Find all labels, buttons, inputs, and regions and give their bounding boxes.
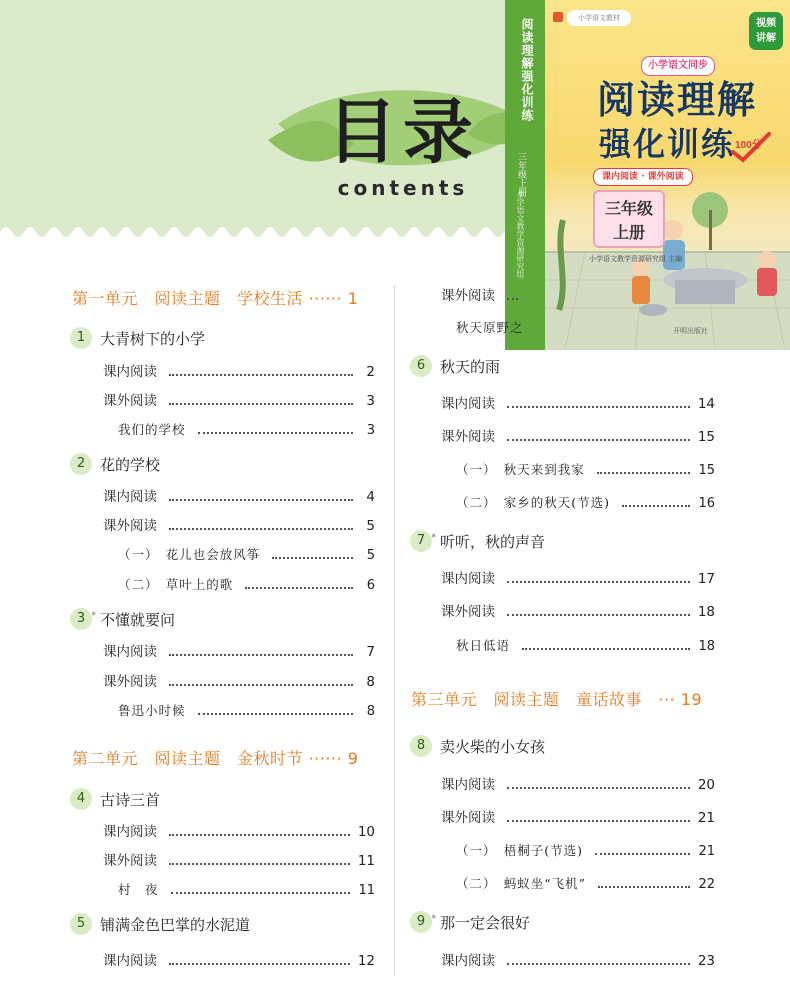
entry-label: 课内阅读 xyxy=(103,953,157,969)
leader-dots xyxy=(169,963,350,965)
toc-entry[interactable] xyxy=(118,420,375,438)
spine-title: 阅读理解强化训练 xyxy=(520,18,534,122)
leader-dots xyxy=(169,834,350,836)
spine-grade: 三年级上册 xyxy=(516,152,526,197)
toc-entry[interactable] xyxy=(456,318,526,336)
lesson-number: 3 xyxy=(76,611,86,626)
grade-box xyxy=(593,190,665,248)
lesson-number-badge xyxy=(70,788,92,810)
lesson-number: 1 xyxy=(76,330,86,345)
unit-heading-1[interactable]: 第一单元 阅读主题 学校生活 ······ 1 xyxy=(72,289,359,308)
lesson-number-badge xyxy=(70,608,96,630)
lesson-6[interactable] xyxy=(410,353,500,379)
lesson-4[interactable] xyxy=(70,786,160,812)
entry-label: 鲁迅小时候 xyxy=(118,703,186,718)
leader-dots xyxy=(198,713,353,715)
page-number: 20 xyxy=(697,777,715,793)
leader-dots xyxy=(169,684,353,686)
page-number: 7 xyxy=(366,644,375,660)
leader-dots xyxy=(598,886,690,888)
page-number: 16 xyxy=(698,496,715,511)
lesson-number: 4 xyxy=(76,791,86,806)
toc-entry[interactable] xyxy=(118,545,375,563)
page-number: 23 xyxy=(697,953,715,969)
page-number: 4 xyxy=(366,489,375,505)
page-number: 21 xyxy=(698,844,715,859)
entry-label: （一） 花儿也会放风筝 xyxy=(118,547,261,562)
page-number: 11 xyxy=(358,883,375,898)
volume-label: 上册 xyxy=(612,223,645,242)
page-number: 12 xyxy=(357,953,375,969)
toc-entry[interactable] xyxy=(118,880,375,898)
lesson-number-badge xyxy=(410,355,432,377)
lesson-title: 听听，秋的声音 xyxy=(440,532,546,551)
publisher-logo-icon xyxy=(553,12,563,22)
entry-label: 课内阅读 xyxy=(441,953,495,969)
page-number: 8 xyxy=(366,674,375,690)
leader-dots xyxy=(169,654,353,656)
leader-dots xyxy=(169,863,350,865)
page-number: 11 xyxy=(357,853,375,869)
toc-entry[interactable] xyxy=(441,951,715,969)
lesson-title: 铺满金色巴掌的水泥道 xyxy=(100,915,251,934)
lesson-number: 5 xyxy=(76,916,86,931)
entry-label: 课外阅读 xyxy=(441,810,495,826)
entry-label: 课外阅读 xyxy=(103,853,157,869)
page-number: 3 xyxy=(366,393,375,409)
leader-dots xyxy=(169,499,353,501)
leader-dots xyxy=(507,581,690,583)
entry-label: 我们的学校 xyxy=(118,422,186,437)
toc-entry[interactable] xyxy=(441,602,715,620)
leader-dots xyxy=(507,963,690,965)
lesson-7[interactable] xyxy=(410,528,545,554)
page-number: 21 xyxy=(697,810,715,826)
toc-entry[interactable] xyxy=(103,951,375,969)
toc-entry[interactable] xyxy=(441,775,715,793)
toc-entry[interactable] xyxy=(118,701,375,719)
cover-illustration xyxy=(545,190,790,350)
lesson-5[interactable] xyxy=(70,911,250,937)
lesson-number: 7 xyxy=(416,533,426,548)
toc-entry[interactable] xyxy=(103,642,375,660)
book-cover xyxy=(505,0,790,355)
lesson-number-badge xyxy=(410,735,432,757)
entry-label: 秋日低语 xyxy=(456,638,511,653)
entry-label: 课内阅读 xyxy=(441,777,495,793)
page-number: 6 xyxy=(366,578,375,593)
toc-entry[interactable] xyxy=(103,487,375,505)
toc-entry[interactable] xyxy=(456,460,715,478)
spine-publisher: 小学语文教学资源研究组 xyxy=(516,190,525,278)
leader-dots xyxy=(171,892,351,894)
entry-label: 课外阅读 xyxy=(103,674,157,690)
lesson-title: 那一定会很好 xyxy=(440,913,531,932)
lesson-number-badge xyxy=(70,453,92,475)
lesson-number-badge xyxy=(70,913,92,935)
toc-entry[interactable] xyxy=(103,516,375,534)
lesson-title: 古诗三首 xyxy=(100,790,161,809)
entry-label: 课内阅读 xyxy=(103,489,157,505)
publisher-line: 开明出版社 xyxy=(673,327,708,335)
toc-entry[interactable] xyxy=(103,362,375,380)
entry-label: 课外阅读 xyxy=(103,393,157,409)
lesson-9[interactable] xyxy=(410,909,530,935)
toc-entry[interactable] xyxy=(441,286,526,304)
lesson-number: 8 xyxy=(416,738,426,753)
entry-label: （二） 蚂蚁坐“飞机” xyxy=(456,876,587,891)
video-badge-label: 视频 讲解 xyxy=(756,18,776,44)
grade-label: 三年级 xyxy=(604,199,653,218)
page-number: 3 xyxy=(366,423,375,438)
top-badge: 小学语文教材 xyxy=(567,10,631,26)
entry-label: 课内阅读 xyxy=(103,644,157,660)
book-front xyxy=(545,0,790,350)
toc-entry[interactable] xyxy=(441,808,715,826)
entry-label: 课外阅读 xyxy=(103,518,157,534)
toc-entry[interactable] xyxy=(456,874,715,892)
series-tag: 小学语文同步 xyxy=(641,56,715,76)
entry-label: （二） 草叶上的歌 xyxy=(118,577,234,592)
cover-tags: 课内阅读 · 课外阅读 xyxy=(593,168,693,186)
leader-dots xyxy=(507,820,690,822)
leader-dots xyxy=(595,853,690,855)
leader-dots xyxy=(169,528,353,530)
page-number: 18 xyxy=(698,639,715,654)
lesson-title: 大青树下的小学 xyxy=(100,329,206,348)
entry-label: 课内阅读 xyxy=(103,364,157,380)
entry-label: 村 夜 xyxy=(118,882,159,897)
toc-entry[interactable] xyxy=(103,391,375,409)
lesson-number-badge xyxy=(410,530,436,552)
star-mark: * xyxy=(431,914,436,924)
leader-dots xyxy=(507,298,518,300)
lesson-3[interactable] xyxy=(70,606,175,632)
page-number: 2 xyxy=(366,364,375,380)
entry-label: 课外阅读 xyxy=(441,429,495,445)
lesson-title: 不懂就要问 xyxy=(100,610,176,629)
leader-dots xyxy=(245,587,353,589)
lesson-number: 2 xyxy=(76,456,86,471)
leader-dots xyxy=(522,648,690,650)
lesson-number-badge xyxy=(70,327,92,349)
entry-label: 课内阅读 xyxy=(441,571,495,587)
unit-heading-2[interactable]: 第二单元 阅读主题 金秋时节 ······ 9 xyxy=(72,749,359,768)
leader-dots xyxy=(597,472,691,474)
entry-label: 课外阅读 xyxy=(441,604,495,620)
lesson-number: 6 xyxy=(416,358,426,373)
page-number: 15 xyxy=(697,429,715,445)
entry-label: 秋天原野之 xyxy=(456,320,524,335)
page-number: 5 xyxy=(366,548,375,563)
star-mark: * xyxy=(91,611,96,621)
unit-heading-3[interactable]: 第三单元 阅读主题 童话故事 ··· 19 xyxy=(411,690,703,709)
star-mark: * xyxy=(431,533,436,543)
toc-entry[interactable] xyxy=(103,672,375,690)
video-badge xyxy=(749,12,783,50)
lesson-number-badge xyxy=(410,911,436,933)
toc-entry[interactable] xyxy=(441,394,715,412)
leader-dots xyxy=(169,374,353,376)
toc-entry[interactable] xyxy=(118,575,375,593)
lesson-title: 秋天的雨 xyxy=(440,357,501,376)
column-divider xyxy=(394,286,395,976)
page-number: 14 xyxy=(697,396,715,412)
entry-label: （二） 家乡的秋天(节选) xyxy=(456,495,611,510)
page-number: 17 xyxy=(697,571,715,587)
leader-dots xyxy=(507,614,690,616)
editor-line: 小学语文教学资源研究组 主编 xyxy=(589,255,683,263)
toc-entry[interactable] xyxy=(103,822,375,840)
lesson-number: 9 xyxy=(416,914,426,929)
page-number: 18 xyxy=(697,604,715,620)
page-subtitle: contents xyxy=(337,176,469,200)
leader-dots xyxy=(507,406,690,408)
leader-dots xyxy=(507,439,690,441)
page-number: 10 xyxy=(357,824,375,840)
entry-label: 课内阅读 xyxy=(441,396,495,412)
score-text: 100分 xyxy=(735,140,762,151)
page-number: 8 xyxy=(366,704,375,719)
leader-dots xyxy=(622,505,690,507)
lesson-1[interactable] xyxy=(70,325,205,351)
leader-dots xyxy=(198,432,353,434)
toc-entry[interactable] xyxy=(441,427,715,445)
entry-label: （一） 秋天来到我家 xyxy=(456,462,585,477)
toc-entry[interactable] xyxy=(456,841,715,859)
leader-dots xyxy=(272,557,353,559)
entry-label: 课内阅读 xyxy=(103,824,157,840)
entry-label: （一） 梧桐子(节选) xyxy=(456,843,584,858)
toc-entry[interactable] xyxy=(441,569,715,587)
leader-dots xyxy=(507,787,690,789)
page-number: 5 xyxy=(366,518,375,534)
lesson-8[interactable] xyxy=(410,733,545,759)
lesson-title: 花的学校 xyxy=(100,455,161,474)
toc-entry[interactable] xyxy=(456,636,715,654)
lesson-2[interactable] xyxy=(70,451,160,477)
cover-title-line1: 阅读理解 xyxy=(596,78,757,122)
leader-dots xyxy=(169,403,353,405)
score-stamp-icon xyxy=(729,130,773,164)
lesson-title: 卖火柴的小女孩 xyxy=(440,737,546,756)
page-number: 15 xyxy=(698,463,715,478)
toc-entry[interactable] xyxy=(103,851,375,869)
entry-label: 课外阅读 xyxy=(441,288,495,304)
page-title: 目录 xyxy=(327,91,479,173)
cover-title-line2: 强化训练 xyxy=(598,125,735,163)
page-number: 22 xyxy=(698,877,715,892)
toc-entry[interactable] xyxy=(456,493,715,511)
